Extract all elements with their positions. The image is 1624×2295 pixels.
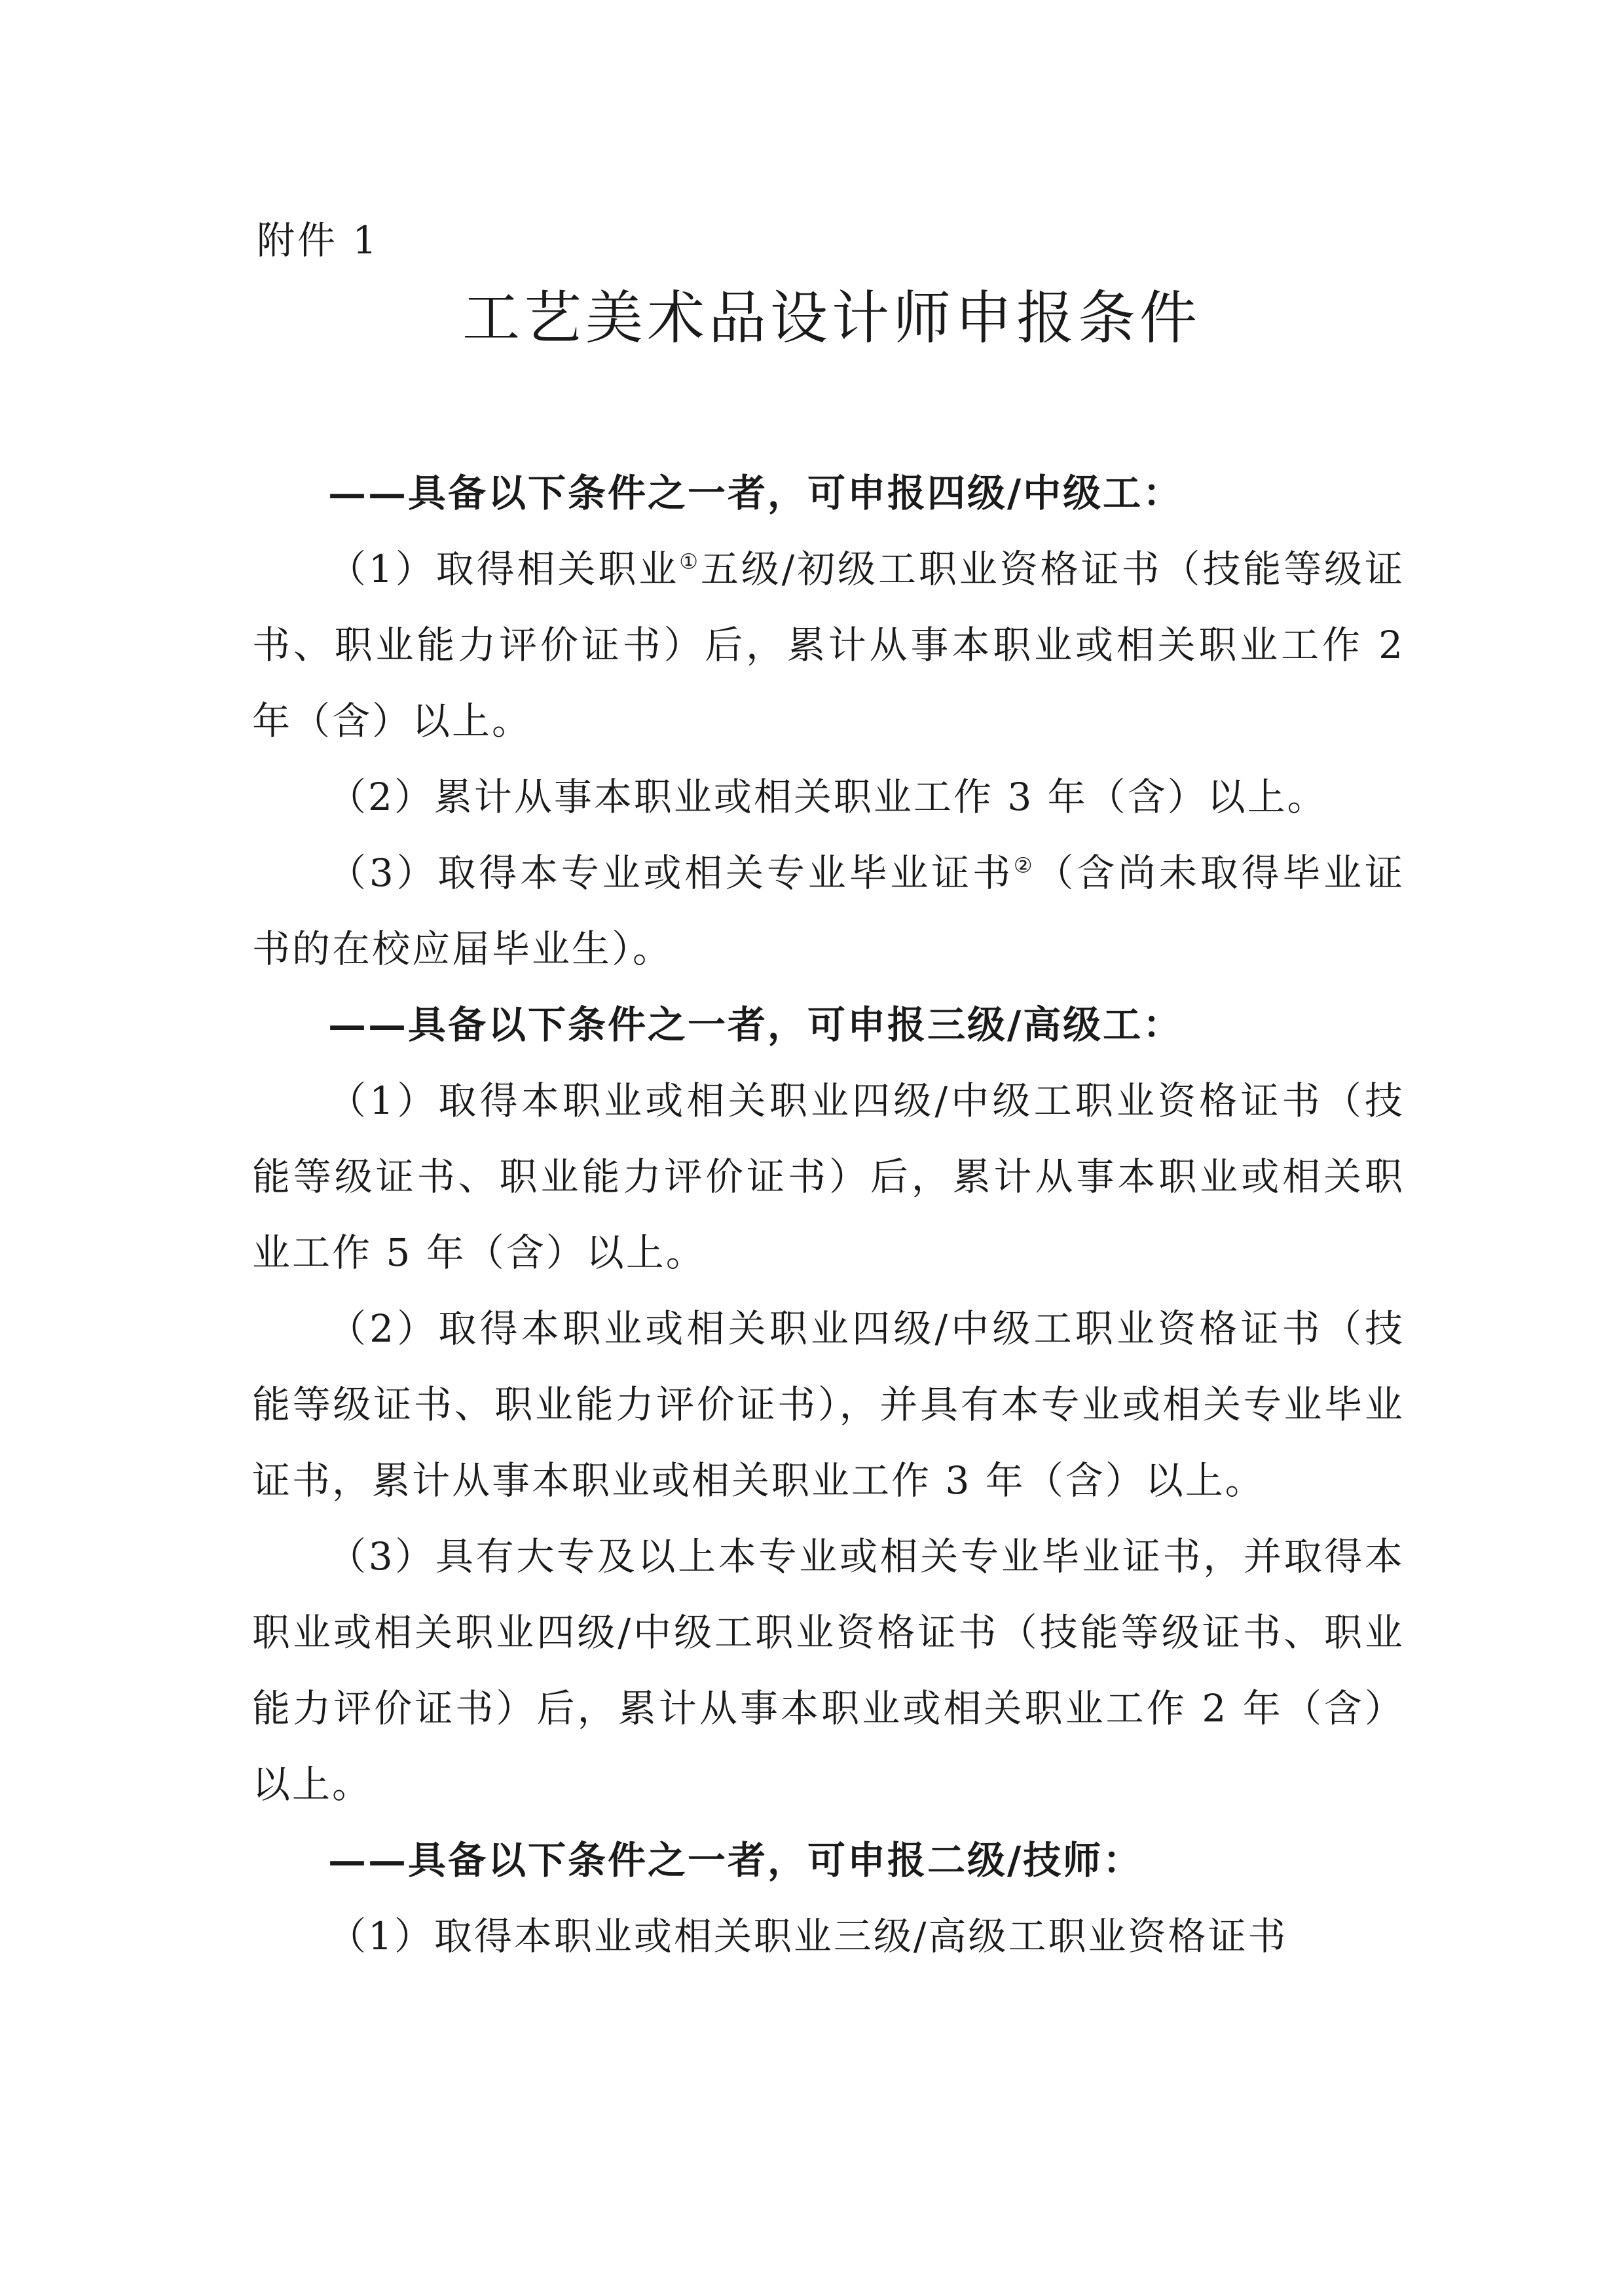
condition-paragraph: （1）取得相关职业①五级/初级工职业资格证书（技能等级证书、职业能力评价证书）后，累计从事本职业或相关职业工作 2 年（含）以上。 xyxy=(252,547,1405,743)
condition-paragraph: （3）取得本专业或相关专业毕业证书②（含尚未取得毕业证书的在校应届毕业生）。 xyxy=(252,851,1405,971)
condition-paragraph: （2）取得本职业或相关职业四级/中级工职业资格证书（技能等级证书、职业能力评价证书），并具有本专业或相关专业毕业证书，累计从事本职业或相关职业工作 3 年（含）以上。 xyxy=(252,1306,1405,1503)
section-heading-level4: ——具备以下条件之一者，可申报四级/中级工： xyxy=(328,471,1183,515)
attachment-label: 附件 1 xyxy=(257,218,380,263)
section-heading-level3: ——具备以下条件之一者，可申报三级/高级工： xyxy=(328,1002,1183,1047)
footnote-marker: ② xyxy=(1013,853,1036,878)
footnote-marker: ① xyxy=(679,549,701,574)
document-title: 工艺美术品设计师申报条件 xyxy=(462,284,1201,352)
condition-paragraph: （1）取得本职业或相关职业四级/中级工职业资格证书（技能等级证书、职业能力评价证书）后，累计从事本职业或相关职业工作 5 年（含）以上。 xyxy=(252,1078,1405,1275)
condition-paragraph: （3）具有大专及以上本专业或相关专业毕业证书，并取得本职业或相关职业四级/中级工职业资格证书（技能等级证书、职业能力评价证书）后，累计从事本职业或相关职业工作 2 年（含）以上。 xyxy=(252,1534,1405,1807)
section-heading-level2: ——具备以下条件之一者，可申报二级/技师： xyxy=(328,1838,1143,1882)
document-body xyxy=(252,455,1405,1974)
condition-paragraph: （1）取得本职业或相关职业三级/高级工职业资格证书 xyxy=(328,1914,1288,1958)
condition-paragraph: （2）累计从事本职业或相关职业工作 3 年（含）以上。 xyxy=(328,775,1327,819)
